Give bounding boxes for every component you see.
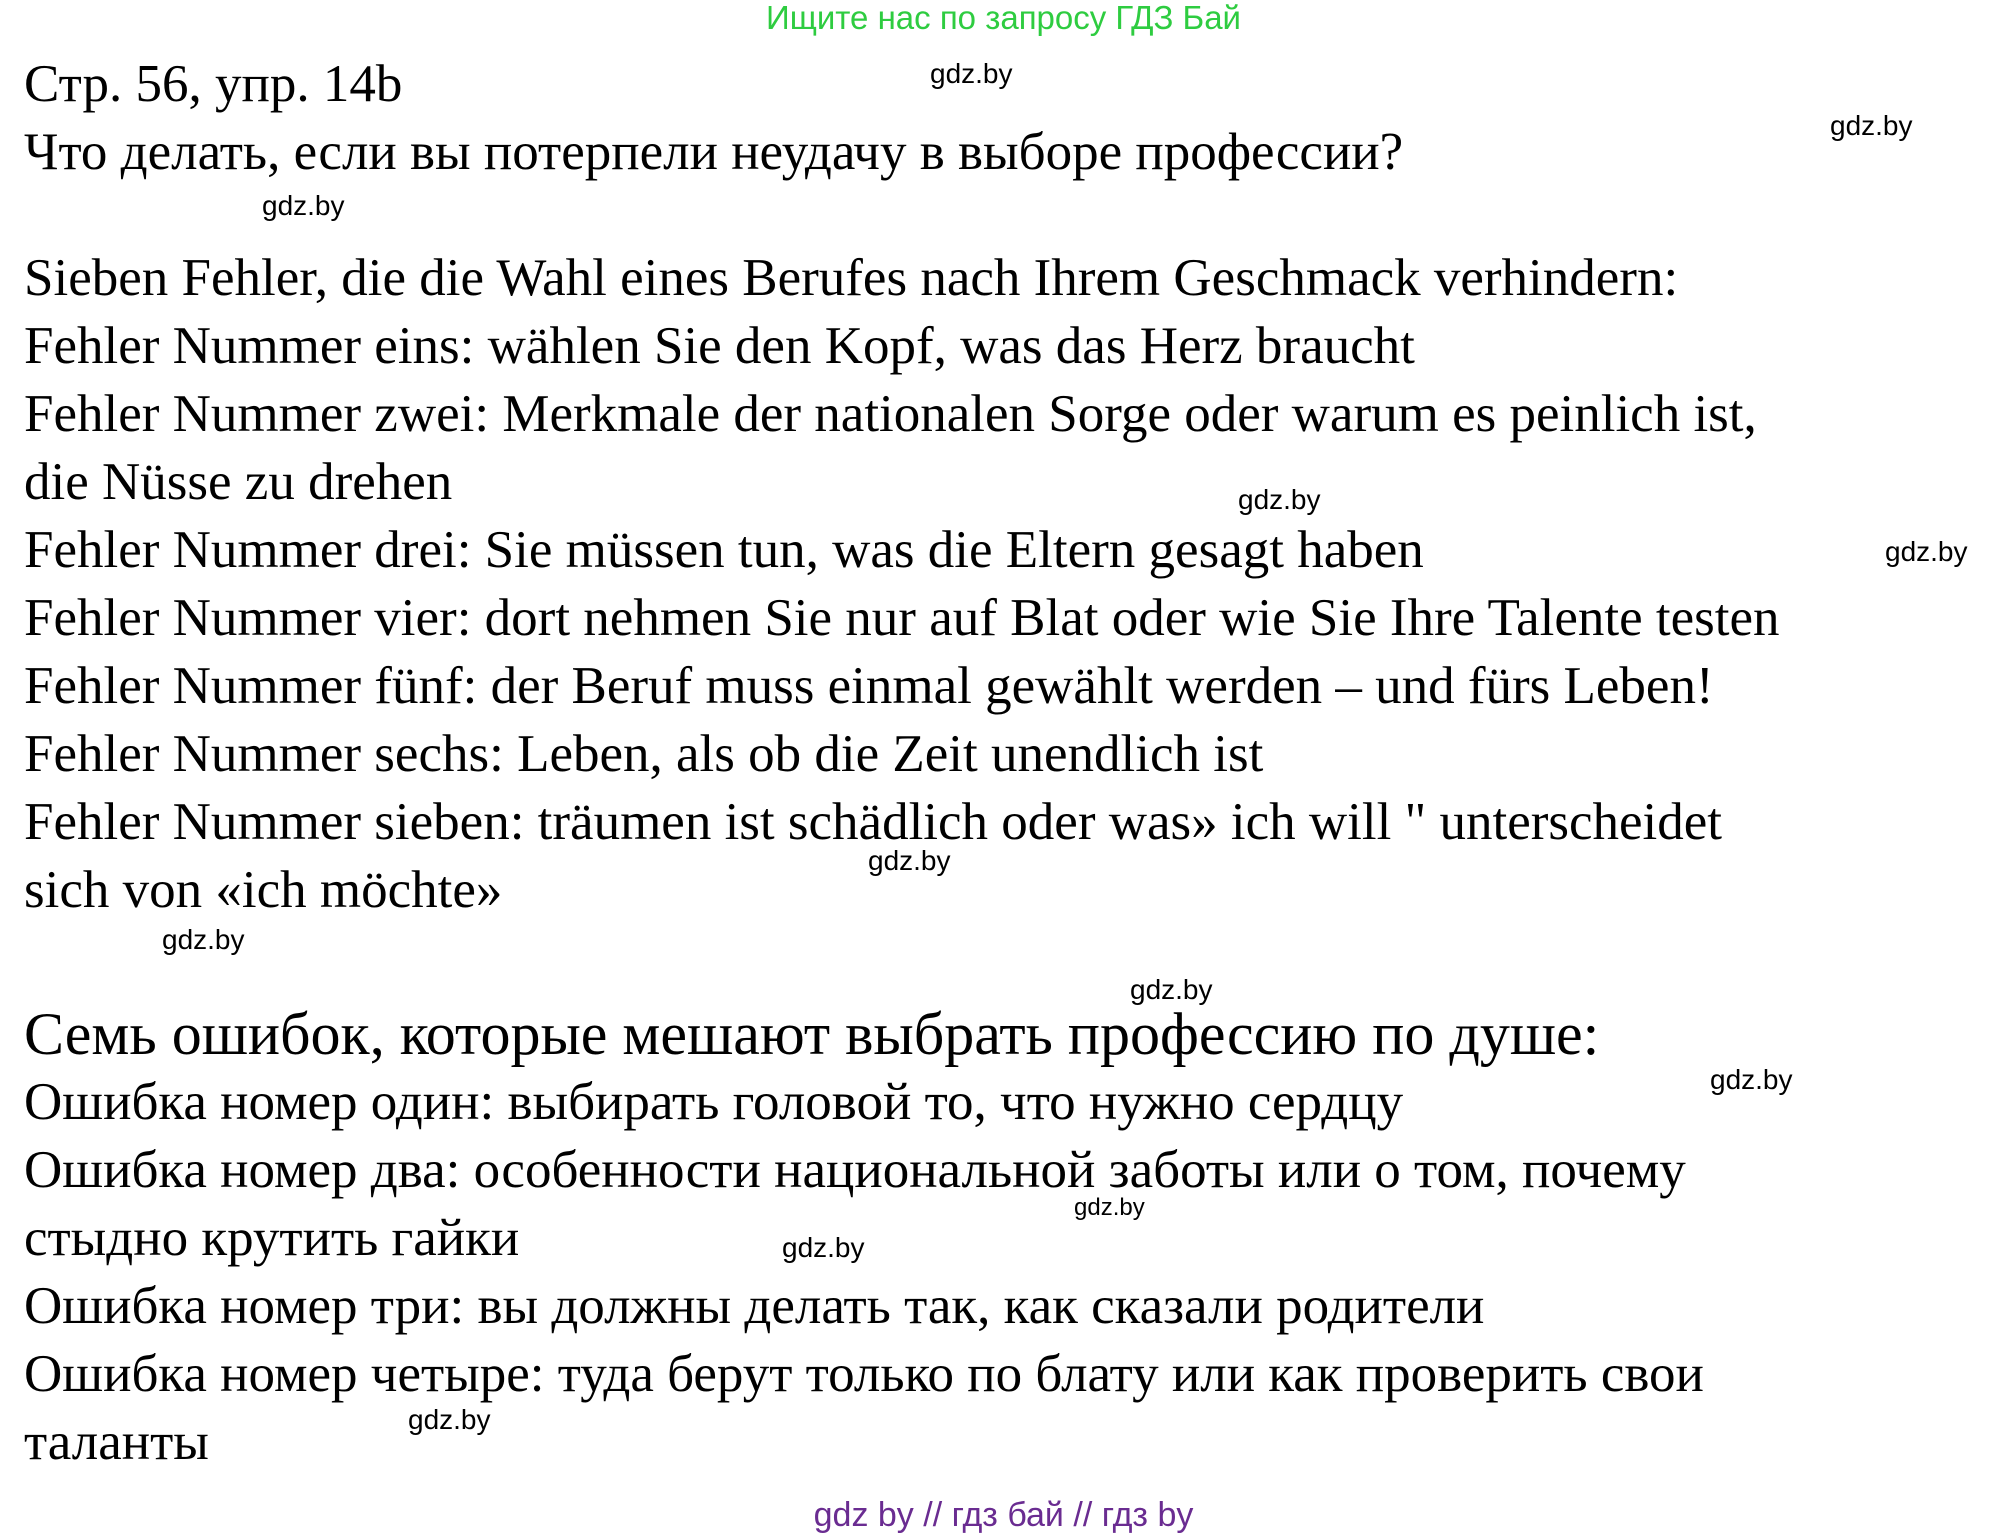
watermark: gdz.by	[1238, 484, 1321, 515]
watermark: gdz.by	[868, 845, 951, 876]
watermark: gdz.by	[1710, 1064, 1793, 1095]
german-line: Fehler Nummer zwei: Merkmale der nationalen Sorge oder warum es peinlich ist,	[24, 385, 1757, 443]
watermark: gdz.by	[782, 1232, 865, 1263]
watermark: gdz.by	[1130, 974, 1213, 1005]
watermark: gdz.by	[262, 190, 345, 221]
watermark: gdz.by	[1885, 536, 1968, 567]
watermark: gdz.by	[930, 58, 1013, 89]
watermark: gdz.by	[408, 1404, 491, 1435]
german-line: Fehler Nummer fünf: der Beruf muss einmal gewählt werden – und fürs Leben!	[24, 657, 1714, 715]
german-line: sich von «ich möchte»	[24, 861, 503, 919]
watermark: gdz.by	[1074, 1194, 1145, 1221]
german-line: Fehler Nummer eins: wählen Sie den Kopf, was das Herz braucht	[24, 317, 1415, 375]
russian-line: Ошибка номер один: выбирать головой то, что нужно сердцу	[24, 1073, 1404, 1131]
russian-line: Ошибка номер четыре: туда берут только по блату или как проверить свои	[24, 1345, 1704, 1403]
russian-line: таланты	[24, 1413, 209, 1471]
german-line: Fehler Nummer drei: Sie müssen tun, was die Eltern gesagt haben	[24, 521, 1424, 579]
watermark: gdz.by	[162, 924, 245, 955]
german-line: die Nüsse zu drehen	[24, 453, 453, 511]
german-line: Fehler Nummer vier: dort nehmen Sie nur auf Blat oder wie Sie Ihre Talente testen	[24, 589, 1780, 647]
russian-line: Ошибка номер три: вы должны делать так, как сказали родители	[24, 1277, 1485, 1335]
exercise-header	[24, 50, 1403, 186]
footer-links: gdz by // гдз бай // гдз by	[813, 1496, 1194, 1534]
russian-heading: Семь ошибок, которые мешают выбрать профессию по душе:	[24, 1001, 1600, 1067]
exercise-reference: Стр. 56, упр. 14b	[24, 55, 403, 113]
german-line: Fehler Nummer sieben: träumen ist schädlich oder was» ich will " unterscheidet	[24, 793, 1723, 851]
russian-line: стыдно крутить гайки	[24, 1209, 520, 1267]
banner: Ищите нас по запросу ГДЗ Бай	[766, 0, 1241, 36]
german-answer	[24, 244, 1780, 924]
watermark: gdz.by	[1830, 110, 1913, 141]
german-line: Fehler Nummer sechs: Leben, als ob die Zeit unendlich ist	[24, 725, 1264, 783]
exercise-question: Что делать, если вы потерпели неудачу в выборе профессии?	[24, 123, 1404, 181]
german-line: Sieben Fehler, die die Wahl eines Berufes nach Ihrem Geschmack verhindern:	[24, 249, 1679, 307]
russian-line: Ошибка номер два: особенности национальной заботы или о том, почему	[24, 1141, 1686, 1199]
